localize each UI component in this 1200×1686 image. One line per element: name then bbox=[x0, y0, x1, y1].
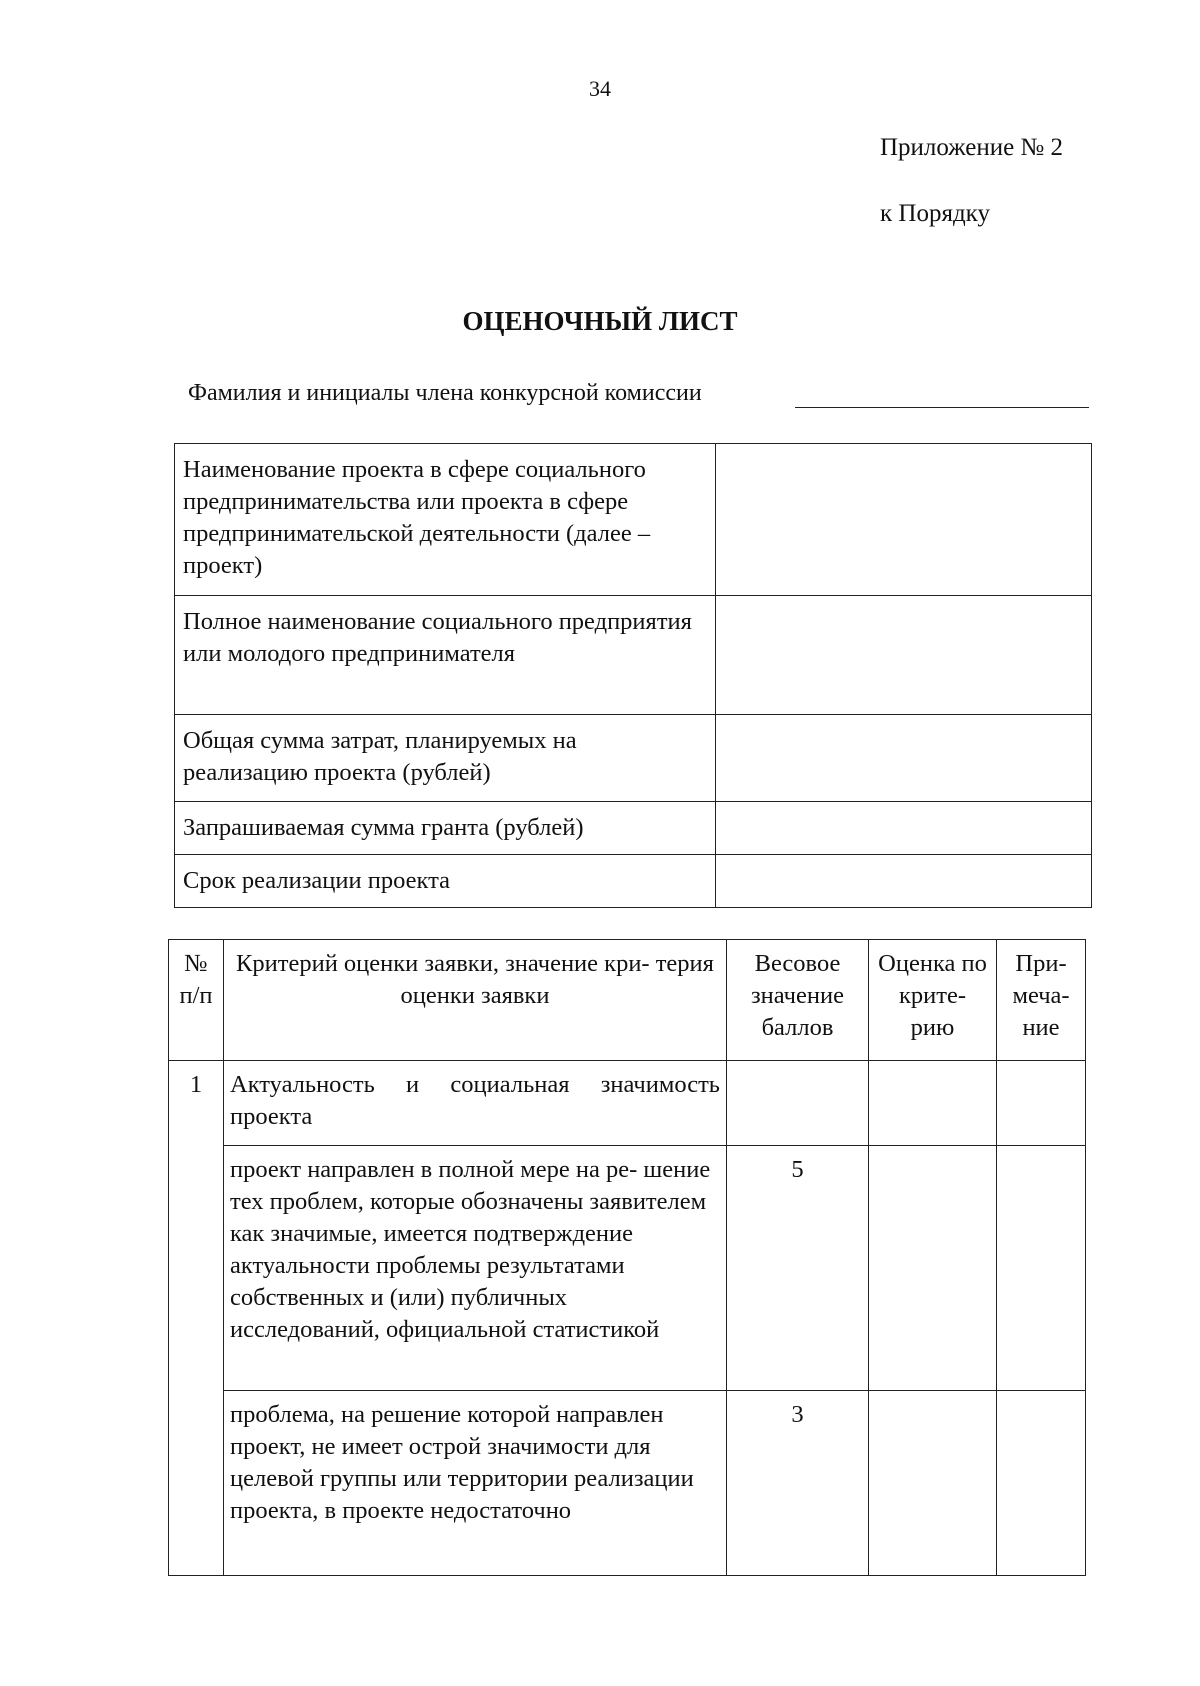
header-number: № п/п bbox=[169, 940, 224, 1061]
commission-member-blank[interactable] bbox=[795, 407, 1089, 408]
commission-member-label: Фамилия и инициалы члена конкурсной комиссии bbox=[188, 380, 702, 406]
info-label: Общая сумма затрат, планируемых на реализацию проекта (рублей) bbox=[175, 715, 716, 802]
criterion-text: проблема, на решение которой направлен проект, не имеет острой значимости для целевой группы или территории реализации проекта, в проекте недостаточно bbox=[224, 1391, 727, 1576]
criterion-text: проект направлен в полной мере на ре- шение тех проблем, которые обозначены заявителем как значимые, имеется подтверждение актуальности проблемы результатами собственных и (или) публичных исследований, официальной статистикой bbox=[224, 1146, 727, 1391]
info-label: Полное наименование социального предприятия или молодого предпринимателя bbox=[175, 596, 716, 715]
info-row bbox=[175, 802, 1092, 855]
info-row bbox=[175, 444, 1092, 596]
info-label: Наименование проекта в сфере социального предпринимательства или проекта в сфере предпринимательской деятельности (далее – проект) bbox=[175, 444, 716, 596]
info-row bbox=[175, 855, 1092, 908]
criteria-table bbox=[168, 939, 1086, 1576]
info-value-cell[interactable] bbox=[716, 444, 1092, 596]
criterion-note-cell[interactable] bbox=[997, 1391, 1086, 1576]
criterion-note-cell[interactable] bbox=[997, 1061, 1086, 1146]
info-value-cell[interactable] bbox=[716, 802, 1092, 855]
criterion-score-cell[interactable] bbox=[869, 1061, 997, 1146]
appendix-label: Приложение № 2 bbox=[880, 134, 1064, 161]
criterion-note-cell[interactable] bbox=[997, 1146, 1086, 1391]
header-note: При- меча- ние bbox=[997, 940, 1086, 1061]
criterion-weight: 3 bbox=[727, 1391, 869, 1576]
criterion-score-cell[interactable] bbox=[869, 1146, 997, 1391]
criterion-score-cell[interactable] bbox=[869, 1391, 997, 1576]
criterion-number: 1 bbox=[169, 1061, 224, 1146]
criterion-weight bbox=[727, 1061, 869, 1146]
info-row bbox=[175, 715, 1092, 802]
header-score: Оценка по крите- рию bbox=[869, 940, 997, 1061]
criteria-row bbox=[169, 1146, 1086, 1391]
header-weight: Весовое значение баллов bbox=[727, 940, 869, 1061]
project-info-table bbox=[174, 443, 1092, 908]
info-value-cell[interactable] bbox=[716, 596, 1092, 715]
info-row bbox=[175, 596, 1092, 715]
criterion-number bbox=[169, 1391, 224, 1576]
header-criterion: Критерий оценки заявки, значение кри- терия оценки заявки bbox=[224, 940, 727, 1061]
criteria-row bbox=[169, 1061, 1086, 1146]
criterion-text: Актуальность и социальная значимость проекта bbox=[224, 1061, 727, 1146]
page-number: 34 bbox=[589, 76, 611, 101]
order-reference: к Порядку bbox=[880, 200, 990, 227]
info-label: Срок реализации проекта bbox=[175, 855, 716, 908]
info-value-cell[interactable] bbox=[716, 855, 1092, 908]
document-title: ОЦЕНОЧНЫЙ ЛИСТ bbox=[462, 306, 738, 336]
info-value-cell[interactable] bbox=[716, 715, 1092, 802]
info-label: Запрашиваемая сумма гранта (рублей) bbox=[175, 802, 716, 855]
criterion-number bbox=[169, 1146, 224, 1391]
criterion-weight: 5 bbox=[727, 1146, 869, 1391]
criteria-row bbox=[169, 1391, 1086, 1576]
criteria-header-row bbox=[169, 940, 1086, 1061]
